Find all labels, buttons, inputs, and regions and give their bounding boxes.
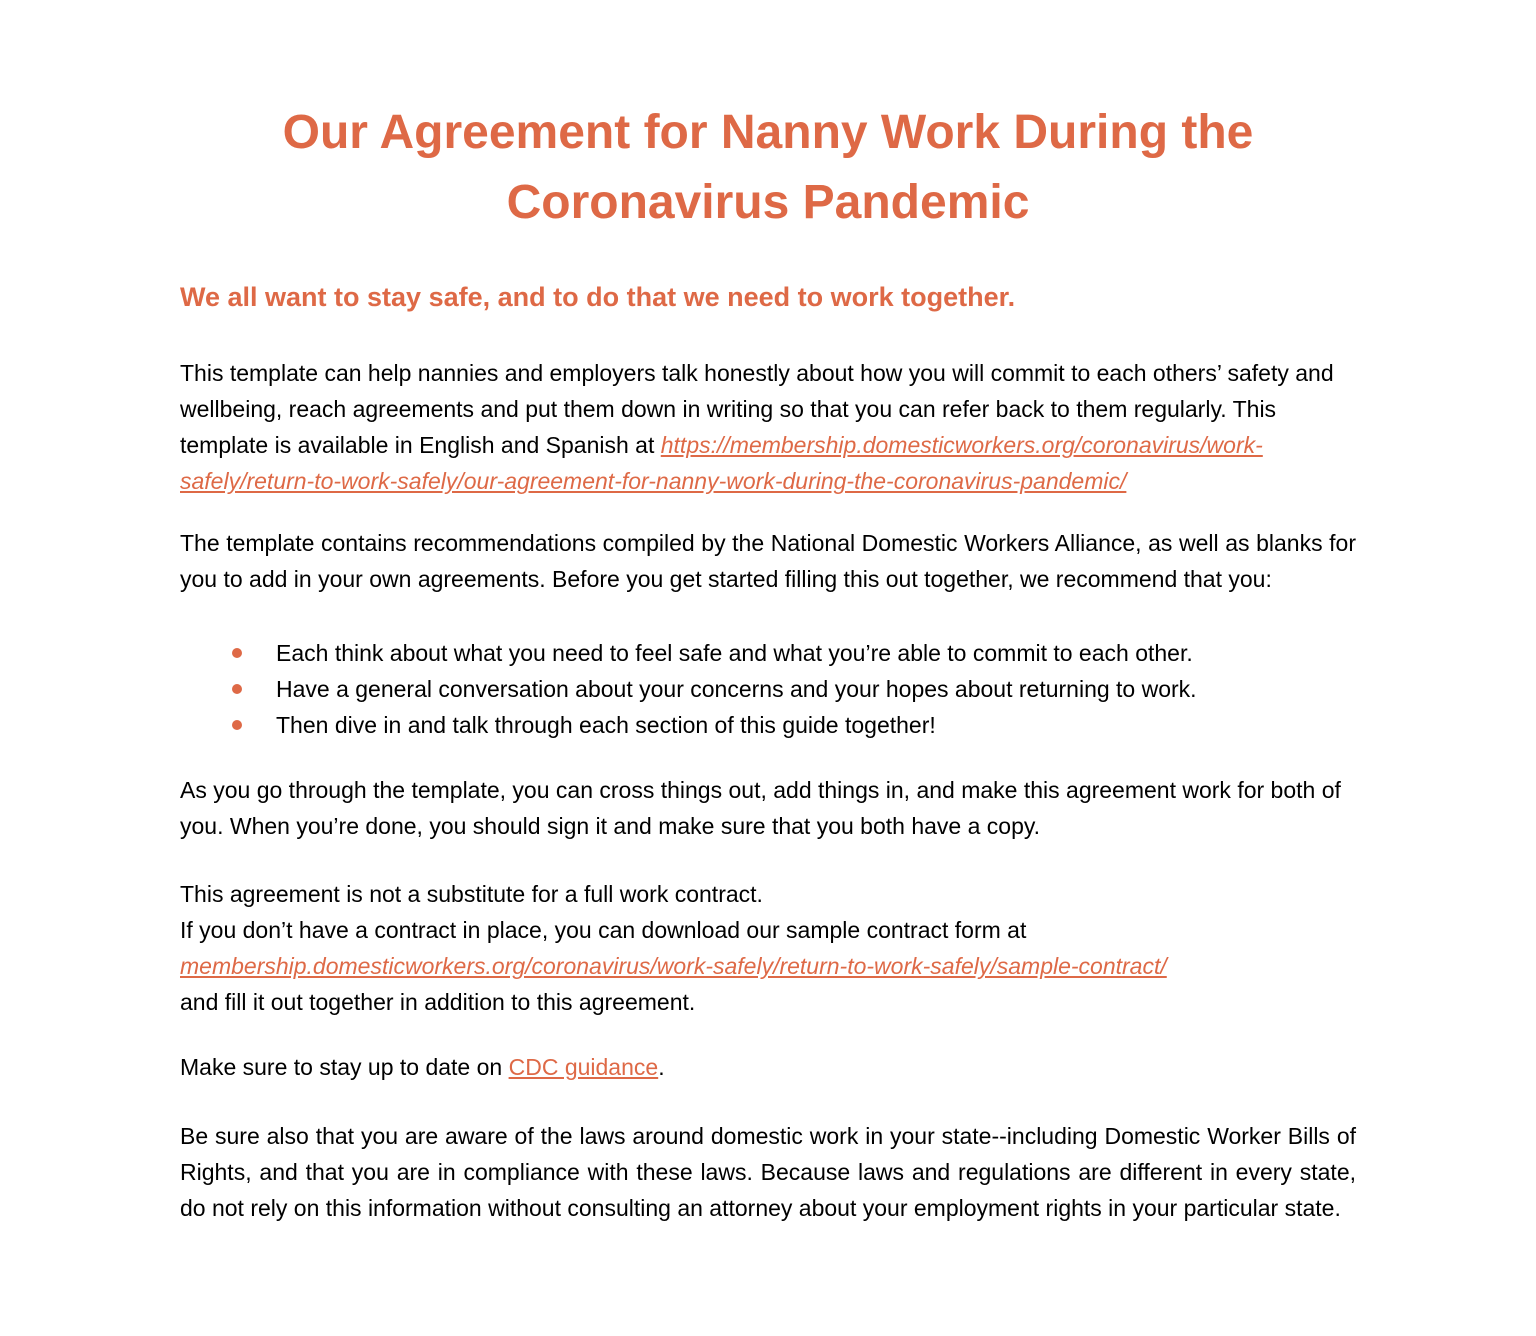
document-title: Our Agreement for Nanny Work During the Coronavirus Pandemic (282, 106, 1254, 229)
contract-note-paragraph (180, 876, 1356, 1020)
sample-contract-url-link[interactable]: membership.domesticworkers.org/coronavirus/work-safely/return-to-work-safely/sample-contract/ (180, 953, 1167, 979)
list-item: Then dive in and talk through each section of this guide together! (276, 707, 1356, 743)
cdc-guidance-line (180, 1049, 1356, 1085)
agreement-template-url-link[interactable]: https://membership.domesticworkers.org/coronavirus/work-safely/return-to-work-safely/our-agreement-for-nanny-work-during-the-coronavirus-pandemic/ (180, 432, 1263, 494)
contract-line-1: This agreement is not a substitute for a full work contract. (180, 881, 763, 907)
recommendations-list (180, 635, 1356, 743)
document-subtitle: We all want to stay safe, and to do that we need to work together. (180, 282, 1016, 312)
cdc-guidance-link[interactable]: CDC guidance (508, 1054, 659, 1080)
cdc-suffix-text: . (658, 1054, 665, 1080)
cdc-prefix-text: Make sure to stay up to date on (180, 1054, 503, 1080)
contract-line-2: If you don’t have a contract in place, you can download our sample contract form at (180, 917, 1027, 943)
intro-text: This template can help nannies and employers talk honestly about how you will commit to each others’ safety and wellbeing, reach agreements and put them down in writing so that you can refer back to them regularly. This template is available in English and Spanish at (180, 360, 1334, 458)
list-item: Each think about what you need to feel safe and what you’re able to commit to each other. (276, 635, 1356, 671)
list-item: Have a general conversation about your concerns and your hopes about returning to work. (276, 671, 1356, 707)
crossout-paragraph: As you go through the template, you can cross things out, add things in, and make this agreement work for both of you. When you’re done, you should sign it and make sure that you both have a copy. (180, 777, 1341, 839)
state-laws-paragraph: Be sure also that you are aware of the laws around domestic work in your state--including Domestic Worker Bills of Rights, and that you are in compliance with these laws. Because laws and regulations are different in every state, do not rely on this information without consulting an attorney about your employment rights in your particular state. (180, 1123, 1356, 1221)
intro-paragraph (180, 355, 1356, 499)
template-overview-paragraph: The template contains recommendations compiled by the National Domestic Workers Alliance, as well as blanks for you to add in your own agreements. Before you get started filling this out together, we recommend that you: (180, 530, 1356, 592)
contract-line-3: and fill it out together in addition to this agreement. (180, 989, 696, 1015)
